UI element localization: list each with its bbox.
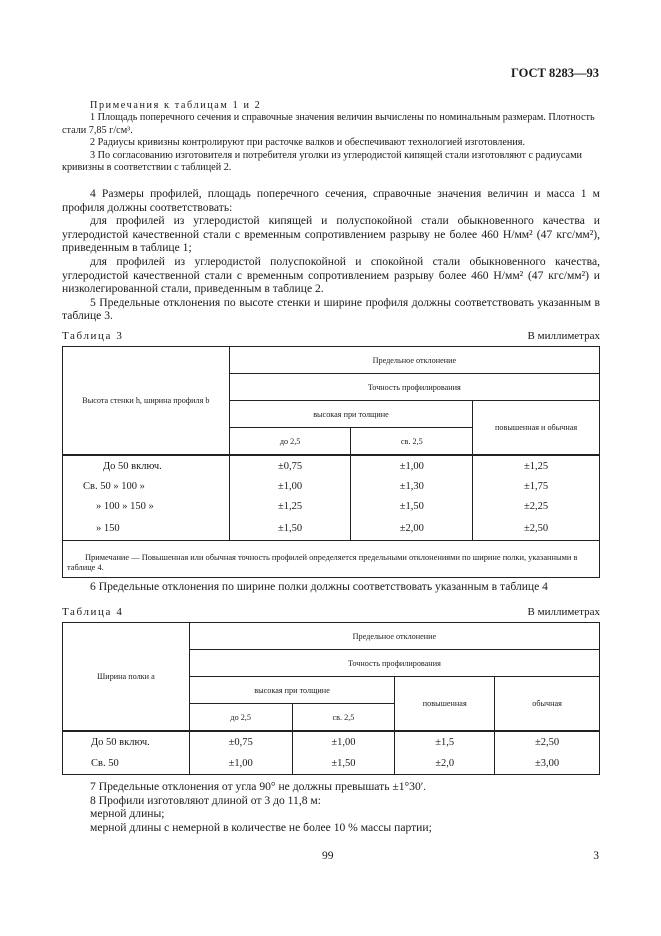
header-param: Ширина полки a <box>63 623 190 732</box>
table-row <box>63 731 600 752</box>
page-number-center: 99 <box>322 850 334 862</box>
value-cell: ±1,30 <box>351 476 473 496</box>
value-cell: ±1,25 <box>473 455 600 476</box>
value-cell: ±1,25 <box>229 496 351 516</box>
header-high: высокая при толщине <box>229 401 472 428</box>
size-cell: » 150 <box>63 516 230 541</box>
value-cell: ±1,75 <box>473 476 600 496</box>
value-cell: ±1,00 <box>292 731 395 752</box>
table-row <box>63 496 600 516</box>
value-cell: ±1,00 <box>229 476 351 496</box>
header-deviation: Предельное отклонение <box>189 623 599 650</box>
table-label: Таблица 4 <box>62 606 124 618</box>
paragraph: 8 Профили изготовляют длиной от 3 до 11,8 м: <box>90 793 321 807</box>
section-6 <box>62 580 600 594</box>
value-cell: ±1,00 <box>189 752 292 775</box>
standard-number: ГОСТ 8283—93 <box>510 66 599 80</box>
header-upto: до 2,5 <box>229 428 351 456</box>
header-accuracy: Точность профилирования <box>189 650 599 677</box>
units-label: В миллиметрах <box>527 606 600 618</box>
value-cell: ±2,00 <box>351 516 473 541</box>
value-cell: ±2,0 <box>395 752 495 775</box>
table-label: Таблица 3 <box>62 330 124 342</box>
notes-tables-1-2 <box>62 100 600 174</box>
table-4 <box>62 622 600 775</box>
size-cell: До 50 включ. <box>63 455 230 476</box>
value-cell: ±2,50 <box>495 731 600 752</box>
value-cell: ±1,00 <box>351 455 473 476</box>
table-3 <box>62 346 600 578</box>
note-item: 1 Площадь поперечного сечения и справочные значения величин вычислены по номинальным размерам. Плотность стали 7,85 г/см³. <box>62 112 595 136</box>
value-cell: ±3,00 <box>495 752 600 775</box>
header-over: св. 2,5 <box>351 428 473 456</box>
table-row <box>63 752 600 775</box>
table-4-caption <box>62 606 600 618</box>
table-row <box>63 476 600 496</box>
size-cell: Св. 50 <box>63 752 190 775</box>
section-4 <box>62 187 600 323</box>
size-cell: Св. 50 » 100 » <box>63 476 230 496</box>
size-cell: До 50 включ. <box>63 731 190 752</box>
table-3-caption <box>62 330 600 342</box>
paragraph: 7 Предельные отклонения от угла 90° не должны превышать ±1°30′. <box>90 780 427 793</box>
value-cell: ±1,50 <box>229 516 351 541</box>
paragraph: 4 Размеры профилей, площадь поперечного сечения, справочные значения величин и масса 1 м профиля должны соответствовать: <box>62 187 600 214</box>
header-param: Высота стенки h, ширина профиля b <box>63 347 230 456</box>
value-cell: ±1,50 <box>351 496 473 516</box>
table-row <box>63 516 600 541</box>
header-accuracy: Точность профилирования <box>229 374 599 401</box>
header-increased: повышенная <box>395 677 495 732</box>
table-row <box>63 455 600 476</box>
size-cell: » 100 » 150 » <box>63 496 230 516</box>
value-cell: ±2,50 <box>473 516 600 541</box>
value-cell: ±0,75 <box>189 731 292 752</box>
page-number-right: 3 <box>593 850 599 862</box>
paragraph: для профилей из углеродистой кипящей и полуспокойной стали обыкновенного качества и углеродистой качественной стали с временным сопротивлением разрыву не более 460 Н/мм² (47 кгс/мм²), приведенным в таблице 1; <box>62 214 600 255</box>
paragraph: 5 Предельные отклонения по высоте стенки и ширине профиля должны соответствовать указанным в таблице 3. <box>62 295 600 323</box>
notes-title: Примечания к таблицам 1 и 2 <box>90 100 262 111</box>
units-label: В миллиметрах <box>527 330 600 342</box>
value-cell: ±0,75 <box>229 455 351 476</box>
value-cell: ±1,50 <box>292 752 395 775</box>
paragraph: мерной длины с немерной в количестве не более 10 % массы партии; <box>90 820 432 834</box>
value-cell: ±1,5 <box>395 731 495 752</box>
note-item: 3 По согласованию изготовителя и потребителя уголки из углеродистой кипящей стали изготовляют с радиусами кривизны в соответствии с таблицей 2. <box>62 149 582 174</box>
table-3-note: Примечание — Повышенная или обычная точность профилей определяется предельными отклонениями по ширине полки, указанными в таблице 4. <box>63 541 600 578</box>
paragraph: мерной длины; <box>90 807 165 821</box>
header-increased-normal: повышенная и обычная <box>473 401 600 456</box>
value-cell: ±2,25 <box>473 496 600 516</box>
header-deviation: Предельное отклонение <box>229 347 599 374</box>
header-normal: обычная <box>495 677 600 732</box>
header-upto: до 2,5 <box>189 704 292 732</box>
header-high: высокая при толщине <box>189 677 395 704</box>
paragraph: для профилей из углеродистой полуспокойной и спокойной стали обыкновенного качества, углеродистой качественной стали с временным сопротивлением разрыву более 460 Н/мм² (47 кгс/мм²) и низколегированной стали, приведенным в таблице 2. <box>62 254 600 296</box>
paragraph: 6 Предельные отклонения по ширине полки должны соответствовать указанным в таблице 4 <box>90 580 548 593</box>
section-7-8 <box>62 780 600 834</box>
header-over: св. 2,5 <box>292 704 395 732</box>
note-item: 2 Радиусы кривизны контролируют при расточке валков и обеспечивают технологией изготовления. <box>90 137 526 149</box>
